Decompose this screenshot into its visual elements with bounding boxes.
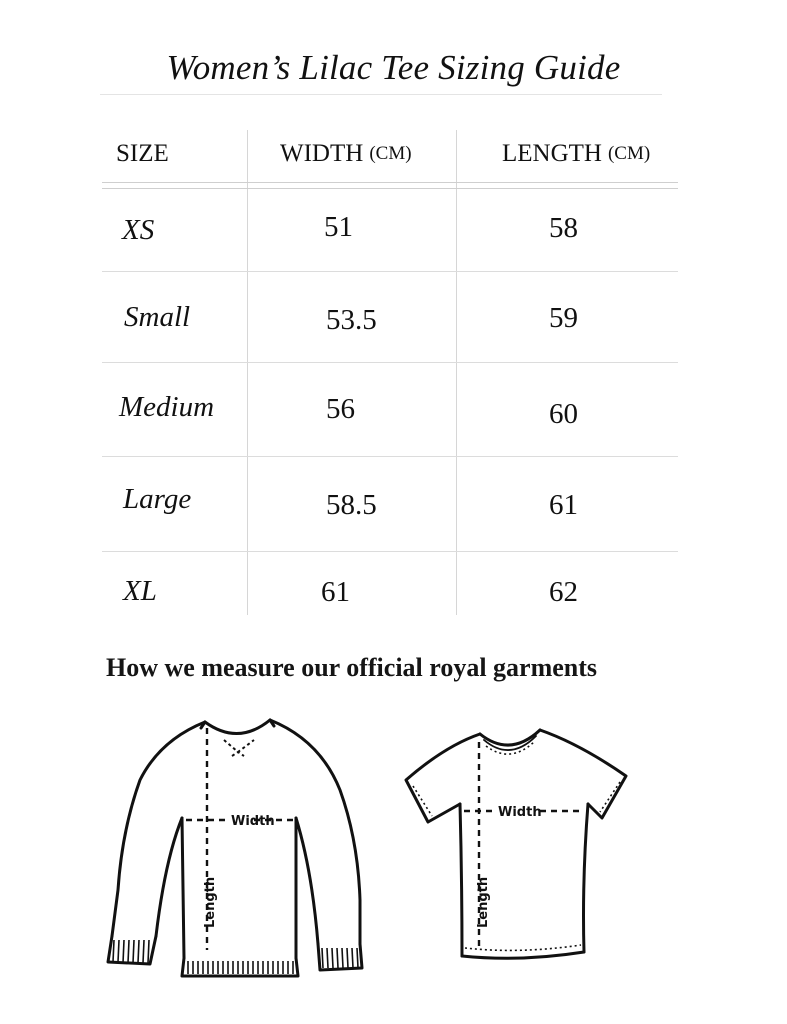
- column-divider: [456, 130, 457, 615]
- sweatshirt-width-label: Width: [231, 814, 275, 829]
- header-length-label: LENGTH: [502, 140, 602, 167]
- header-width: [280, 140, 412, 168]
- page-title: Women’s Lilac Tee Sizing Guide: [166, 48, 621, 87]
- tshirt-drawing: [406, 730, 626, 958]
- width-cell-medium: 56: [326, 393, 355, 425]
- row-divider: [102, 456, 678, 457]
- header-size: [116, 140, 169, 168]
- length-cell-large: 61: [549, 489, 578, 521]
- length-cell-small: 59: [549, 302, 578, 334]
- width-cell-xl: 61: [321, 576, 350, 608]
- sweatshirt-drawing: [108, 720, 362, 976]
- length-cell-xl: 62: [549, 576, 578, 608]
- size-cell-large: Large: [123, 483, 192, 515]
- header-divider: [102, 182, 678, 183]
- tshirt-length-label: Length: [476, 876, 491, 928]
- size-cell-xl: XL: [123, 575, 157, 607]
- size-cell-small: Small: [124, 301, 191, 333]
- row-divider: [102, 551, 678, 552]
- header-width-label: WIDTH: [280, 140, 364, 167]
- row-divider: [102, 271, 678, 272]
- width-cell-xs: 51: [324, 211, 353, 243]
- header-width-unit: (CM): [369, 143, 412, 164]
- length-cell-medium: 60: [549, 398, 578, 430]
- size-cell-xs: XS: [122, 214, 155, 246]
- size-cell-medium: Medium: [119, 391, 215, 423]
- column-divider: [247, 130, 248, 615]
- tshirt-stitching: [413, 742, 620, 950]
- header-length-unit: (CM): [607, 143, 651, 164]
- sweatshirt-collar-stitch: [224, 740, 254, 756]
- width-cell-small: 53.5: [326, 304, 377, 336]
- header-divider: [102, 188, 678, 189]
- sweatshirt-length-label: Length: [203, 876, 218, 928]
- row-divider: [102, 362, 678, 363]
- size-table: [102, 130, 678, 615]
- measurement-illustrations: [0, 700, 787, 1000]
- length-cell-xs: 58: [549, 212, 578, 244]
- title-divider: [100, 94, 662, 95]
- garment-drawings: [0, 700, 787, 1000]
- measure-heading: How we measure our official royal garments: [106, 653, 598, 682]
- header-length: [502, 140, 650, 168]
- tshirt-width-label: Width: [498, 805, 542, 820]
- width-cell-large: 58.5: [326, 489, 377, 521]
- header-size-label: SIZE: [116, 140, 169, 167]
